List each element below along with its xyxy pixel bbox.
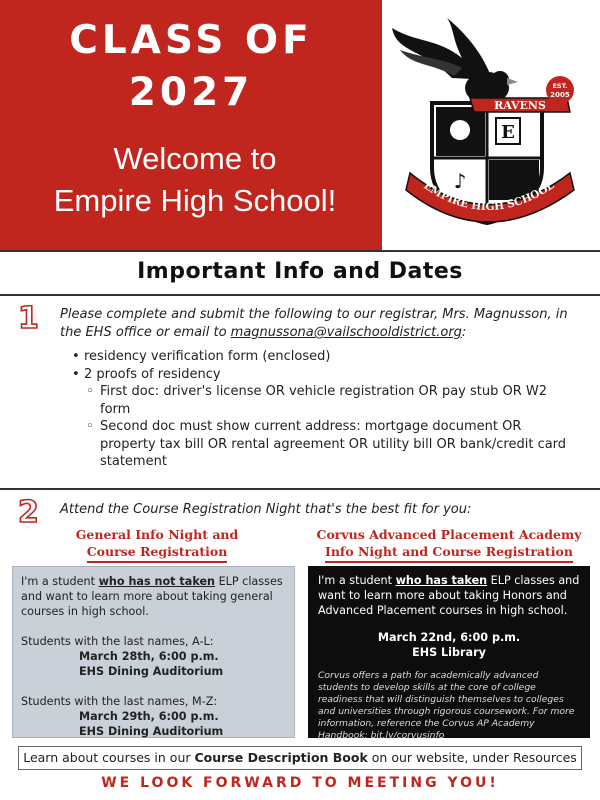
welcome-heading	[8, 138, 382, 222]
group-a-l-date: March 28th, 6:00 p.m.	[79, 650, 219, 663]
corvus-info-box	[308, 566, 590, 741]
closing-message: WE LOOK FORWARD TO MEETING YOU!	[101, 775, 499, 791]
step-1-intro-end: :	[461, 325, 467, 340]
general-info-heading	[12, 526, 302, 563]
group-m-z-date: March 29th, 6:00 p.m.	[79, 710, 219, 723]
group-m-z-label: Students with the last names, M-Z:	[21, 695, 218, 708]
crest-banner-bottom: EMPIRE HIGH SCHOOL	[421, 179, 557, 214]
svg-text:♪: ♪	[453, 169, 467, 193]
crest-year: 2005	[550, 91, 570, 99]
group-a-l-location: EHS Dining Auditorium	[79, 665, 224, 678]
step-1-number: 1	[18, 301, 39, 336]
general-info-box	[12, 566, 295, 738]
general-info-emphasis: who has not taken	[98, 575, 216, 588]
crest-banner-top: RAVENS	[494, 99, 546, 112]
welcome-line-2: Empire High School!	[53, 183, 337, 218]
course-description-book-label: Course Description Book	[194, 750, 368, 765]
general-info-intro-text: I'm a student	[21, 575, 99, 588]
corvus-date: March 22nd, 6:00 p.m.	[377, 631, 521, 644]
svg-text:E: E	[501, 122, 515, 143]
corvus-intro	[318, 573, 580, 618]
corvus-heading-line-1: Corvus Advanced Placement Academy	[316, 527, 582, 542]
residency-requirements-list	[70, 348, 580, 471]
section-title: Important Info and Dates	[137, 259, 463, 284]
corvus-description: Corvus offers a path for academically advanced students to develop skills at the core of college readiness that will distinguish themselves to colleges and universities through rigorous coursework. For more information, reference the Corvus AP Academy Handbook: bit.ly/corvusinfo	[318, 670, 575, 741]
corvus-intro-text: I'm a student	[318, 574, 396, 587]
general-info-heading-line-2: Course Registration	[87, 543, 228, 563]
list-item: • residency verification form (enclosed)	[70, 348, 580, 366]
section-divider	[0, 488, 600, 490]
ravens-crest-logo	[392, 18, 592, 233]
step-1-intro-text: Please complete and submit the following to our registrar, Mrs. Magnusson, in the EHS office or email to	[60, 307, 568, 340]
crest-est: EST.	[552, 82, 568, 90]
course-book-text-end: on our website, under Resources	[367, 750, 577, 765]
corvus-location: EHS Library	[412, 646, 486, 659]
general-info-heading-line-1: General Info Night and	[75, 527, 239, 542]
course-book-text: Learn about courses in our	[23, 750, 195, 765]
course-book-notice	[18, 746, 582, 770]
header	[0, 0, 600, 250]
step-2-instructions: Attend the Course Registration Night that's the best fit for you:	[60, 502, 472, 517]
corvus-intro-rest: ELP classes and want to learn more about taking Honors and Advanced Placement courses in high school.	[318, 574, 580, 617]
class-year-title: 2027	[128, 70, 254, 115]
list-item: • 2 proofs of residency	[70, 366, 580, 384]
step-1-instructions	[60, 306, 590, 342]
group-m-z-location: EHS Dining Auditorium	[79, 725, 224, 738]
registrar-email-link[interactable]: magnussona@vailschooldistrict.org	[230, 325, 462, 340]
corvus-heading-line-2: Info Night and Course Registration	[325, 543, 573, 563]
sub-list-item: ◦ First doc: driver's license OR vehicle registration OR pay stub OR W2 form	[70, 383, 580, 418]
general-info-intro-rest: ELP classes and want to learn more about taking general courses in high school.	[21, 575, 283, 618]
general-info-intro	[21, 574, 286, 619]
corvus-emphasis: who has taken	[395, 574, 488, 587]
step-2-number: 2	[18, 495, 39, 530]
group-a-l-label: Students with the last names, A-L:	[21, 635, 214, 648]
sub-list-item: ◦ Second doc must show current address: mortgage document OR property tax bill OR rental agreement OR utility bill OR bank/credit card statement	[70, 418, 580, 471]
header-red-panel	[0, 0, 382, 250]
corvus-heading	[300, 526, 598, 563]
class-of-title: CLASS OF	[69, 18, 313, 63]
section-title-bar	[0, 250, 600, 296]
welcome-line-1: Welcome to	[113, 141, 277, 176]
